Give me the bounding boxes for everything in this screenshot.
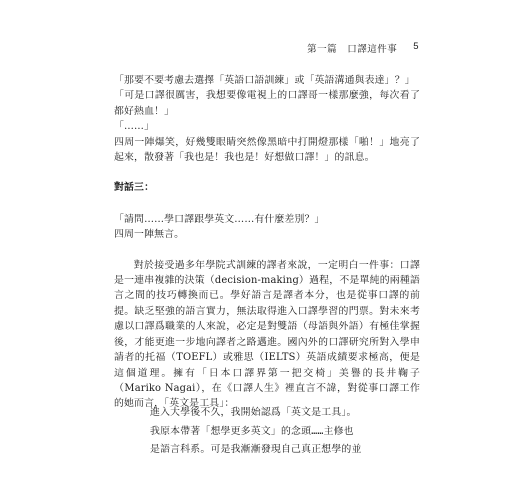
paragraph-5: 「請問……學口譯跟學英文……有什麼差別？」 bbox=[114, 213, 325, 225]
dialogue-heading: 對話三： bbox=[114, 182, 155, 194]
paragraph-1: 「那要不要考慮去選擇「英語口語訓練」或「英語溝通與表達」？」 bbox=[114, 75, 415, 86]
paragraph-2: 「可是口譯很厲害，我想要像電視上的口譯哥一樣那麼強，每次看了都好熱血！」 bbox=[114, 90, 420, 117]
block-quote bbox=[150, 404, 416, 460]
chapter-title: 口譯這件事 bbox=[347, 44, 398, 55]
page-number: 5 bbox=[413, 41, 419, 52]
quote-line-3: 是語言科系。可是我漸漸發現自己真正想學的並 bbox=[150, 444, 362, 455]
paragraph-6: 四周一陣無言。 bbox=[114, 229, 185, 241]
quote-line-2: 我原本帶著「想學更多英文」的念頭……主修也 bbox=[150, 425, 354, 437]
paragraph-7: 對於接受過多年學院式訓練的譯者來說，一定明白一件事：口譯是一連串複雜的決策（decision-making）過程，不是單純的兩種語言之間的技巧轉換而已。學好語言是譯者本分，也是從事口譯的前提。缺乏堅強的語言實力，無法取得進入口譯學習的門票。對未來考慮以口譯爲職業的人來說，必定是對雙語（母語與外語）有極佳掌握後，才能更進一步地向譯者之路邁進。國內外的口譯研究所對入學申請者的托福（TOEFL）或雅思（IELTS）英語成績要求極高，便是這個道理。擁有「日本口譯界第一把交椅」美譽的長井鞠子（Mariko Nagai），在《口譯人生》裡直言不諱，對從事口譯工作的她而言，「英文是工具」： bbox=[114, 259, 420, 410]
paragraph-4: 四周一陣爆笑，好幾雙眼睛突然像黑暗中打開燈那樣「啪！」地亮了起來，散發著「我也是！我也是！好想做口譯！」的訊息。 bbox=[114, 136, 420, 164]
paragraph-3: 「……」 bbox=[114, 121, 155, 133]
running-header bbox=[307, 41, 419, 55]
body-text bbox=[114, 73, 420, 412]
quote-line-1: 進入大學後不久，我開始認爲「英文是工具」。 bbox=[150, 407, 357, 418]
chapter-label: 第一篇 bbox=[307, 44, 338, 55]
